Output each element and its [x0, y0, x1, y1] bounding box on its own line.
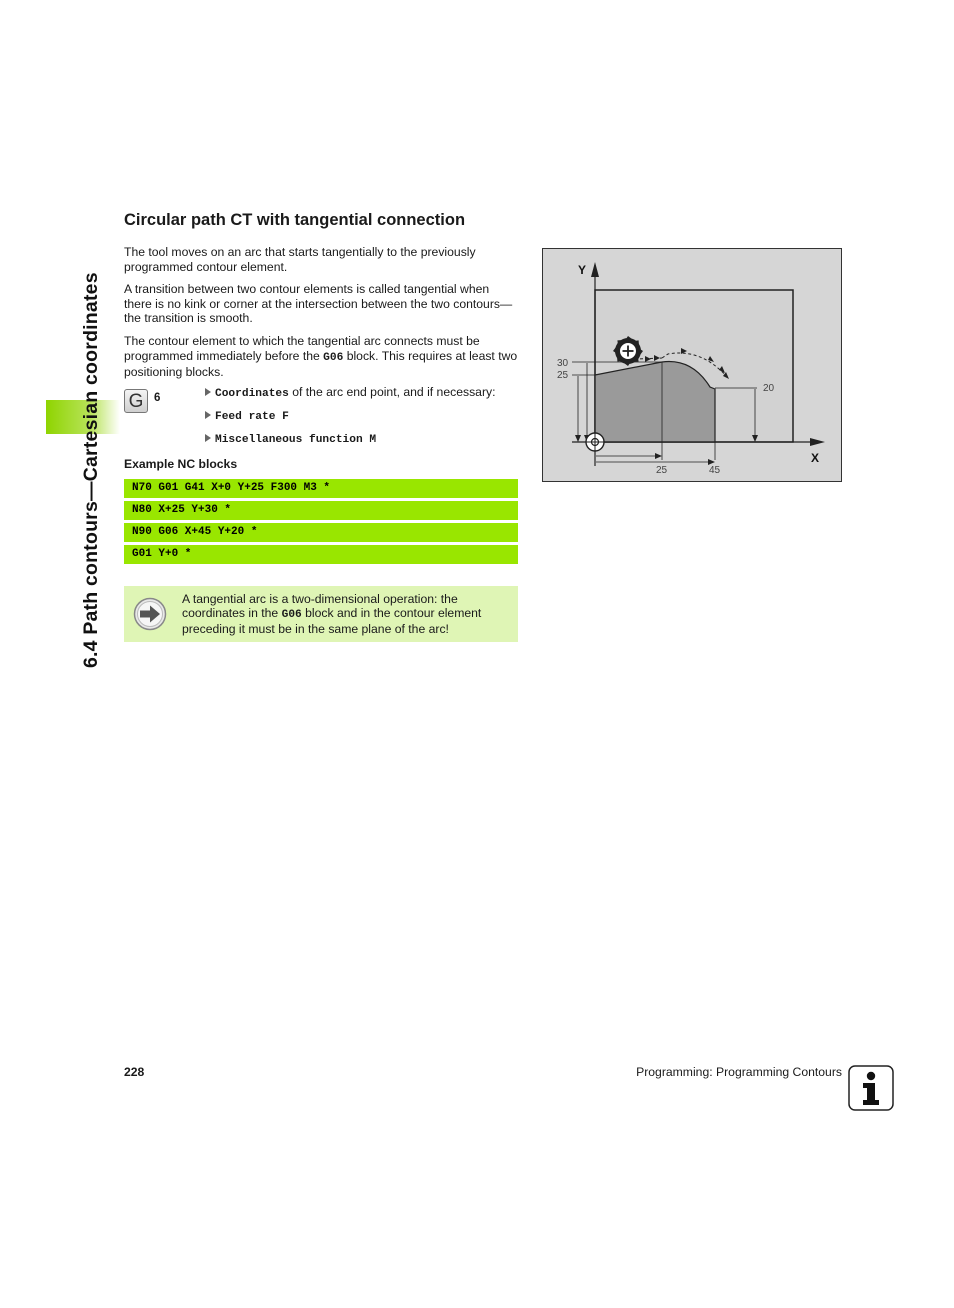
- y-axis-label: Y: [578, 263, 587, 277]
- page-number: 228: [124, 1065, 145, 1079]
- triangle-bullet-icon: [205, 388, 211, 396]
- label-x25: 25: [656, 465, 668, 476]
- g-key-icon: G: [124, 389, 148, 413]
- note-text-a: A tangential arc is a two-dimensional operation: the coordinates in the: [182, 592, 458, 621]
- page-heading: Circular path CT with tangential connection: [124, 211, 466, 229]
- finished-contour: [595, 362, 715, 442]
- info-icon: [848, 1065, 894, 1111]
- section-title: 6.4 Path contours—Cartesian coordinates: [80, 272, 102, 668]
- x-axis-label: X: [811, 451, 820, 465]
- item-code: Miscellaneous function M: [215, 434, 377, 446]
- item-text: of the arc end point, and if necessary:: [288, 385, 496, 399]
- label-y20: 20: [763, 383, 775, 394]
- chapter-title: Programming: Programming Contours: [636, 1065, 842, 1079]
- example-heading: Example NC blocks: [124, 457, 238, 471]
- nc-block-2: N80 X+25 Y+30 *: [124, 501, 518, 520]
- input-item-misc-function: [205, 431, 376, 447]
- item-code: Feed rate F: [215, 411, 289, 423]
- g-function-number: 6: [154, 392, 161, 404]
- label-x45: 45: [709, 465, 721, 476]
- milling-cutter-icon: [613, 336, 643, 366]
- triangle-bullet-icon: [205, 434, 211, 442]
- note-code: G06: [281, 609, 302, 622]
- nc-block-1: N70 G01 G41 X+0 Y+25 F300 M3 *: [124, 479, 518, 498]
- paragraph-1: The tool moves on an arc that starts tangentially to the previously programmed contour element.: [124, 245, 476, 274]
- input-item-feed-rate: [205, 408, 289, 424]
- paragraph-3-code: G06: [323, 351, 344, 364]
- nc-block-3: N90 G06 X+45 Y+20 *: [124, 523, 518, 542]
- input-item-coordinates: [205, 385, 496, 401]
- triangle-bullet-icon: [205, 411, 211, 419]
- paragraph-3-text-a: The contour element to which the tangential arc connects must be programmed immediately before the: [124, 334, 480, 363]
- paragraph-3: [124, 334, 520, 380]
- note-text-b: block and in the contour element preceding it must be in the same plane of the arc!: [182, 606, 482, 637]
- label-y25: 25: [557, 370, 569, 381]
- note-box: [124, 586, 518, 642]
- arrow-right-icon: [133, 597, 167, 631]
- label-y30: 30: [557, 358, 569, 369]
- paragraph-2: A transition between two contour elements is called tangential when there is no kink or corner at the intersection between the two contours—the transition is smooth.: [124, 282, 513, 326]
- nc-block-4: G01 Y+0 *: [124, 545, 518, 564]
- contour-diagram: [542, 248, 842, 482]
- item-code: Coordinates: [215, 388, 289, 400]
- note-text: [182, 592, 512, 637]
- paragraph-3-text-b: block. This requires at least two positioning blocks.: [124, 348, 518, 380]
